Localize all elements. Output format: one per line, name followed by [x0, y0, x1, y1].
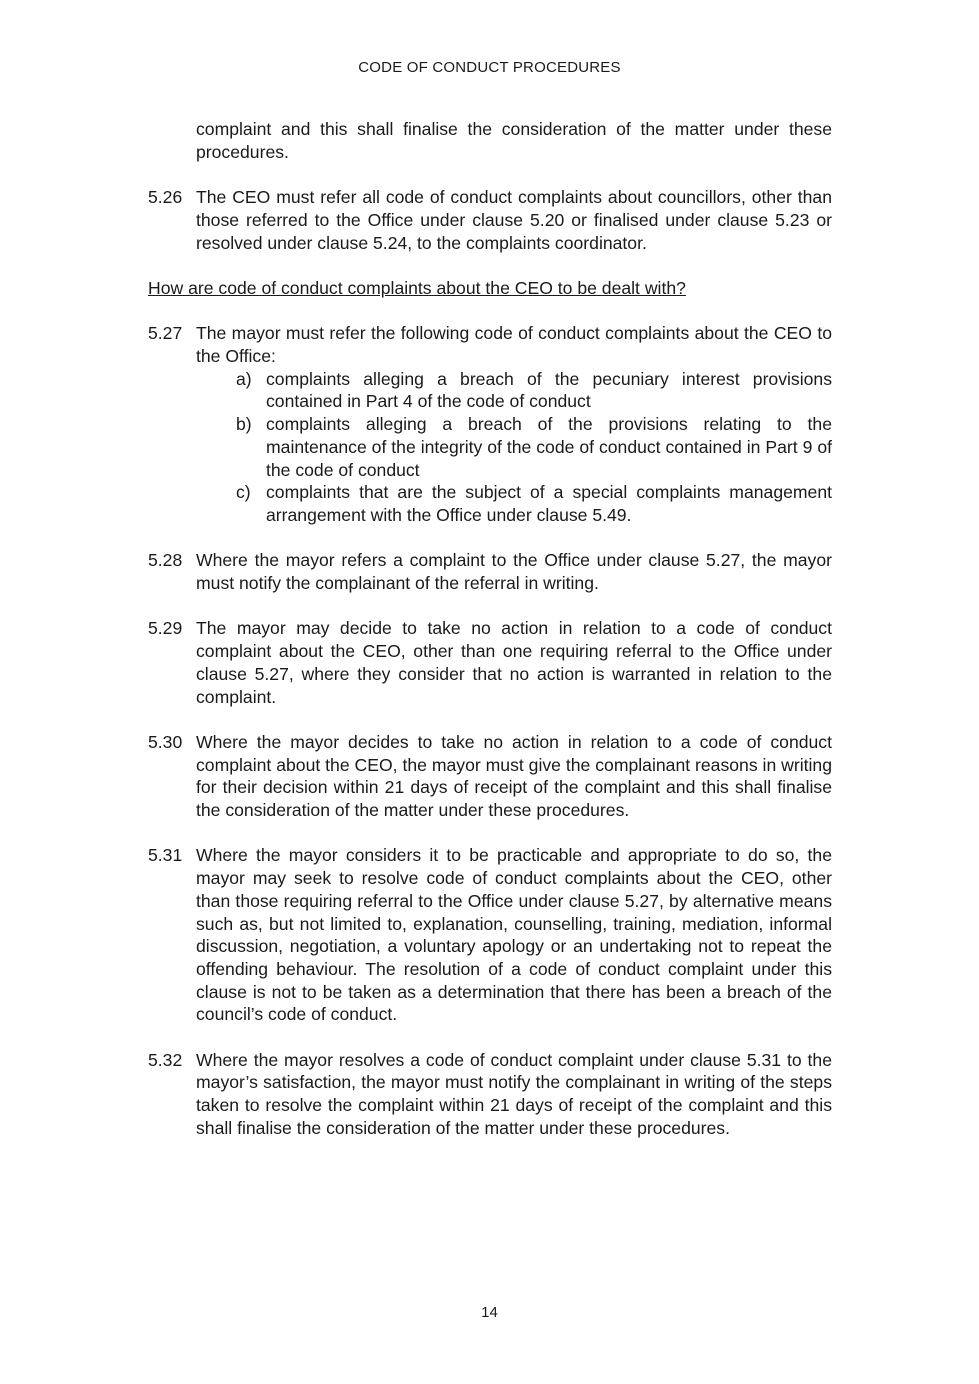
document-body — [148, 118, 832, 1162]
continuation-paragraph: complaint and this shall finalise the consideration of the matter under these procedures. — [196, 119, 832, 162]
page-header: CODE OF CONDUCT PROCEDURES — [358, 59, 621, 76]
list-item — [196, 481, 832, 526]
clause-text: Where the mayor considers it to be practicable and appropriate to do so, the mayor may seek to resolve code of conduct complaints about the CEO, other than those requiring referral to the Office under clause 5.27, by alternative means such as, but not limited to, explanation, counselling, training, mediation, informal discussion, negotiation, a voluntary apology or an undertaking not to repeat the offending behaviour. The resolution of a code of conduct complaint under this clause is not to be taken as a determination that there has been a breach of the council’s code of conduct. — [196, 845, 832, 1025]
clause-number: 5.26 — [148, 187, 183, 208]
clause-number: 5.28 — [148, 550, 183, 571]
clause-number: 5.31 — [148, 845, 183, 866]
list-text: complaints alleging a breach of the provisions relating to the maintenance of the integrity of the code of conduct contained in Part 9 of the code of conduct — [266, 414, 832, 480]
clause-text: The CEO must refer all code of conduct complaints about councillors, other than those referred to the Office under clause 5.20 or finalised under clause 5.23 or resolved under clause 5.24, to the complaints coordinator. — [196, 187, 832, 253]
clause-5-30 — [148, 731, 832, 822]
clause-5-32 — [148, 1049, 832, 1140]
clause-5-29 — [148, 617, 832, 708]
page-number: 14 — [481, 1304, 498, 1321]
list-item — [196, 368, 832, 413]
clause-number: 5.32 — [148, 1049, 183, 1070]
clause-text: Where the mayor refers a complaint to the Office under clause 5.27, the mayor must notify the complainant of the referral in writing. — [196, 550, 832, 593]
clause-text: The mayor may decide to take no action in relation to a code of conduct complaint about the CEO, other than one requiring referral to the Office under clause 5.27, where they consider that no action is warranted in relation to the complaint. — [196, 618, 832, 707]
clause-text: Where the mayor resolves a code of conduct complaint under clause 5.31 to the mayor’s satisfaction, the mayor must notify the complainant in writing of the steps taken to resolve the complaint within 21 days of receipt of the complaint and this shall finalise the consideration of the matter under these procedures. — [196, 1049, 832, 1138]
list-text: complaints alleging a breach of the pecuniary interest provisions contained in Part 4 of the code of conduct — [266, 368, 832, 412]
list-letter: b) — [236, 414, 252, 435]
clause-body — [196, 322, 832, 526]
list-text: complaints that are the subject of a special complaints management arrangement with the Office under clause 5.49. — [266, 482, 832, 525]
clause-5-27 — [148, 322, 832, 526]
clause-5-31 — [148, 844, 832, 1026]
list-item — [196, 413, 832, 481]
clause-number: 5.30 — [148, 731, 183, 752]
clause-number: 5.27 — [148, 323, 183, 344]
list-letter: c) — [236, 482, 251, 503]
clause-list — [196, 368, 832, 527]
clause-5-28 — [148, 549, 832, 594]
section-heading: How are code of conduct complaints about the CEO to be dealt with? — [148, 277, 686, 298]
list-letter: a) — [236, 368, 252, 389]
clause-text: The mayor must refer the following code of conduct complaints about the CEO to the Office: — [196, 323, 832, 366]
clause-number: 5.29 — [148, 618, 183, 639]
clause-5-26 — [148, 186, 832, 254]
clause-text: Where the mayor decides to take no action in relation to a code of conduct complaint about the CEO, the mayor must give the complainant reasons in writing for their decision within 21 days of receipt of the complaint and this shall finalise the consideration of the matter under these procedures. — [196, 731, 832, 820]
